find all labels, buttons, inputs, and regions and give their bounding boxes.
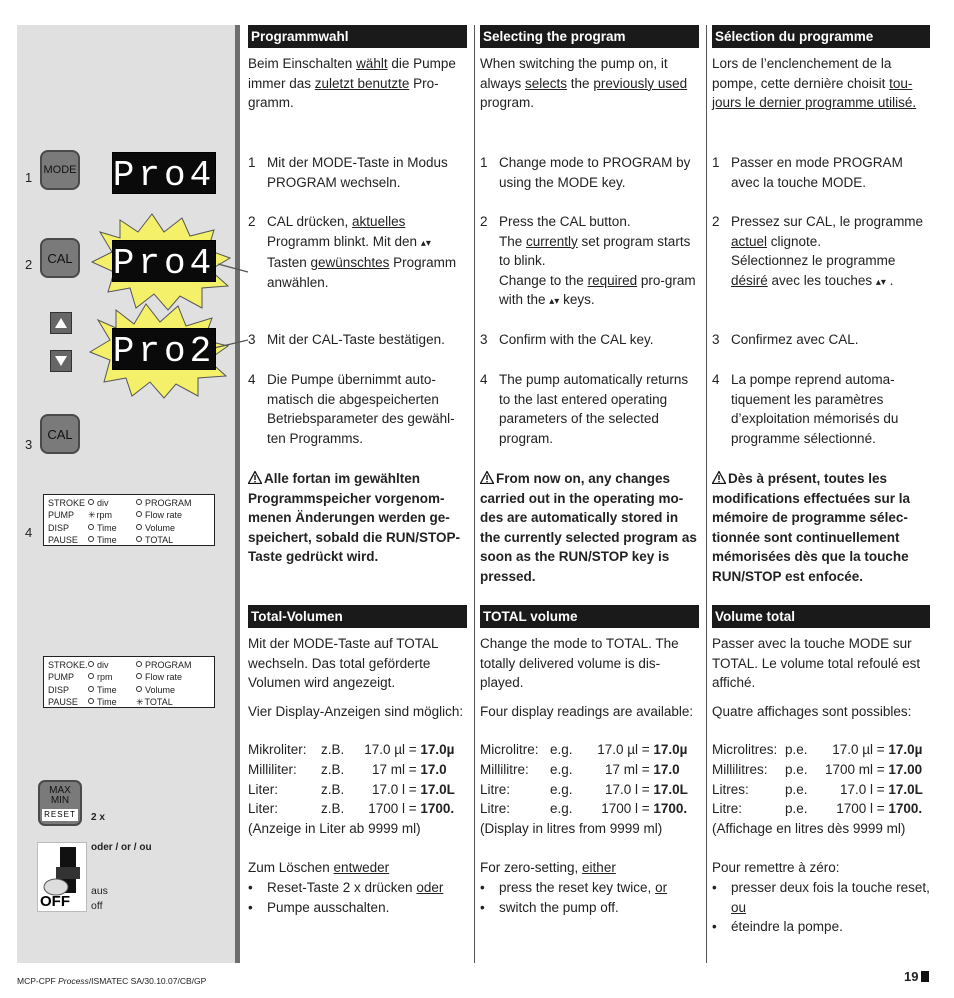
list-item: • switch the pump off.	[480, 899, 619, 915]
arrow-keys-icon: ▴▾	[875, 276, 886, 288]
list-item: • press the reset key twice, or	[480, 879, 668, 895]
mode-key-label: MODE	[43, 164, 77, 176]
seven-segment-display	[113, 241, 215, 281]
step-label-1: 1	[25, 170, 33, 185]
warning-note: Alle fortan im gewählten Programmspeicher vorgenom-menen Änderungen werden ge-speichert, sobald die RUN/STOP-Taste gedrückt wird.	[248, 471, 461, 565]
step-3: 3 Mit der CAL-Taste bestätigen.	[248, 332, 445, 347]
step-3: 3 Confirmez avec CAL.	[712, 332, 859, 347]
step-2: 2 CAL drücken, aktuelles Programm blinkt. Mit den ▴▾ Tasten gewünschtes Programm anwählen.	[248, 214, 457, 290]
page-number: 19	[904, 969, 929, 984]
led-lit-icon: ✳	[136, 696, 144, 707]
status-panel-total: STROKE. PUMP DISP PAUSE div rpm Time Time PROGRAM Flow rate Volume ✳TOTAL	[43, 656, 215, 708]
down-key[interactable]	[50, 350, 72, 372]
warning-icon	[480, 471, 494, 484]
footer-reference: MCP-CPF Process/ISMATEC SA/30.10.07/CB/GP	[17, 976, 207, 986]
step-1: 1 Mit der MODE-Taste in Modus PROGRAM wechseln.	[248, 155, 448, 190]
step-label-2: 2	[25, 257, 33, 272]
alternative-label: oder / or / ou	[91, 842, 152, 853]
triangle-down-icon	[55, 356, 67, 366]
off-label: off	[91, 900, 103, 912]
step-4: 4 Die Pumpe übernimmt auto-matisch die abgespeicherten Betriebsparameter des gewähl-ten Programms.	[248, 372, 455, 446]
value-table: Microlitre: e.g. 17.0 µl = 17.0µ Millilitre: e.g. 17 ml = 17.0 Litre: e.g. 17.0 l = 17.0L Litre: e.g. 1700 l = 1700. (Display in litres from 9999 ml)	[480, 742, 688, 836]
column-divider	[474, 25, 475, 963]
arrow-keys-icon: ▴▾	[549, 296, 560, 308]
mode-key[interactable]	[40, 150, 80, 190]
power-switch[interactable]	[37, 842, 87, 912]
column-divider	[706, 25, 707, 963]
display-pro2	[112, 328, 216, 370]
max-min-reset-key[interactable]: MAX MIN RESET	[38, 780, 82, 826]
list-item: • presser deux fois la touche reset, ou	[712, 879, 930, 915]
step-4: 4 La pompe reprend automa-tiquement les paramètres d’exploitation mémorisés du programme sélectionné.	[712, 372, 899, 446]
warning-note: From now on, any changes carried out in the operating mo-des are automatically stored in the currently selected program as soon as the RUN/STOP key is pressed.	[480, 471, 697, 584]
display-pro4-blink	[112, 240, 216, 282]
warning-note: Dès à présent, toutes les modifications effectuées sur la mémoire de programme sélec-tionnée sont continuellement mémorisées dès que la touche RUN/STOP est enfocée.	[712, 471, 911, 584]
section-header-program: Selecting the program	[480, 25, 699, 48]
led-lit-icon: ✳	[88, 510, 96, 521]
warning-icon	[712, 471, 726, 484]
up-key[interactable]	[50, 312, 72, 334]
cal-key[interactable]	[40, 238, 80, 278]
section-header-program: Sélection du programme	[712, 25, 930, 48]
column-english: Selecting the program When switching the pump on, it always selects the previously used program. 1 Change mode to PROGRAM by using the MODE key. 2 Press the CAL button. The currently set program starts to blink. Change to the required pro-gram with the ▴▾ keys. 3 Confirm with the CAL key. 4 The pump automatically returns to the last entered operating parameters of the selected program. From now on, any changes carried out in the operating mo-des are automatically stored in the currently selected program as soon as the RUN/STOP key is pressed. TOTAL volume Change the mode to TOTAL. The totally delivered volume is dis-played. Four display readings are available: Microlitre: e.g. 17.0 µl = 17.0µ Millilitre: e.g. 17 ml = 17.0 Litre: e.g. 17.0 l = 17.0L Litre: e.g. 1700 l = 1700. (Display in litres from 9999 ml) For zero-setting, either • press the reset key twice, or • switch the pump off.	[480, 25, 699, 963]
column-french: Sélection du programme Lors de l’enclenchement de la pompe, cette dernière choisit tou-jours le dernier programme utilisé. 1 Passer en mode PROGRAM avec la touche MODE. 2 Pressez sur CAL, le programme actuel clignote. Sélectionnez le programme désiré avec les touches ▴▾ . 3 Confirmez avec CAL. 4 La pompe reprend automa-tiquement les paramètres d’exploitation mémorisés du programme sélectionné. Dès à présent, toutes les modifications effectuées sur la mémoire de programme sélec-tionnée sont continuellement mémorisées dès que la touche RUN/STOP est enfocée. Volume total Passer avec la touche MODE sur TOTAL. Le volume total refoulé est affiché. Quatre affichages sont possibles: Microlitres: p.e. 17.0 µl = 17.0µ Millilitres: p.e. 1700 ml = 17.00 Litres: p.e. 17.0 l = 17.0L Litre: p.e. 1700 l = 1700. (Affichage en litres dès 9999 ml) Pour remettre à zéro: • presser deux fois la touche reset, ou • éteindre la pompe.	[712, 25, 930, 963]
cal-key-label: CAL	[47, 426, 73, 442]
section-header-total: TOTAL volume	[480, 605, 699, 628]
seven-segment-display	[113, 329, 215, 369]
switch-off-label: OFF	[40, 893, 70, 910]
step-2: 2 Press the CAL button. The currently set program starts to blink. Change to the required pro-gram with the ▴▾ keys.	[480, 214, 696, 308]
list-item: • éteindre la pompe.	[712, 919, 843, 935]
warning-icon	[248, 471, 262, 484]
sidebar-divider	[235, 25, 240, 963]
section-header-total: Volume total	[712, 605, 930, 628]
intro-text: Lors de l’enclenchement de la pompe, cette dernière choisit tou-jours le dernier programme utilisé.	[712, 56, 917, 111]
step-label-4: 4	[25, 525, 33, 540]
status-panel-program: STROKE PUMP DISP PAUSE div ✳rpm Time Time PROGRAM Flow rate Volume TOTAL	[43, 494, 215, 546]
svg-text:Pro4: Pro4	[113, 243, 215, 281]
seven-segment-display	[113, 153, 215, 193]
section-header-program: Programmwahl	[248, 25, 467, 48]
cal-key-confirm[interactable]	[40, 414, 80, 454]
svg-text:Pro2: Pro2	[113, 331, 215, 369]
intro-text: When switching the pump on, it always selects the previously used program.	[480, 56, 688, 111]
display-pro4	[112, 152, 216, 194]
value-table: Mikroliter: z.B. 17.0 µl = 17.0µ Milliliter: z.B. 17 ml = 17.0 Liter: z.B. 17.0 l = 17.0L Liter: z.B. 1700 l = 1700. (Anzeige in Liter ab 9999 ml)	[248, 742, 455, 836]
step-1: 1 Change mode to PROGRAM by using the MODE key.	[480, 155, 691, 190]
section-header-total: Total-Volumen	[248, 605, 467, 628]
list-item: • Pumpe ausschalten.	[248, 899, 390, 915]
press-twice-label: 2 x	[91, 812, 105, 823]
aus-label: aus	[91, 885, 108, 897]
list-item: • Reset-Taste 2 x drücken oder	[248, 879, 444, 895]
svg-text:Pro4: Pro4	[113, 155, 215, 193]
step-2: 2 Pressez sur CAL, le programme actuel clignote. Sélectionnez le programme désiré avec les touches ▴▾ .	[712, 214, 924, 288]
triangle-up-icon	[55, 318, 67, 328]
value-table: Microlitres: p.e. 17.0 µl = 17.0µ Millilitres: p.e. 1700 ml = 17.00 Litres: p.e. 17.0 l = 17.0L Litre: p.e. 1700 l = 1700. (Affichage en litres dès 9999 ml)	[712, 742, 923, 836]
arrow-keys-icon: ▴▾	[420, 237, 431, 249]
intro-text: Beim Einschalten wählt die Pumpe immer das zuletzt benutzte Pro-gramm.	[248, 56, 456, 111]
column-german: Programmwahl Beim Einschalten wählt die Pumpe immer das zuletzt benutzte Pro-gramm. 1 Mit der MODE-Taste in Modus PROGRAM wechseln. 2 CAL drücken, aktuelles Programm blinkt. Mit den ▴▾ Tasten gewünschtes Programm anwählen. 3 Mit der CAL-Taste bestätigen. 4 Die Pumpe übernimmt auto-matisch die abgespeicherten Betriebsparameter des gewähl-ten Programms. Alle fortan im gewählten Programmspeicher vorgenom-menen Änderungen werden ge-speichert, sobald die RUN/STOP-Taste gedrückt wird. Total-Volumen Mit der MODE-Taste auf TOTAL wechseln. Das total geförderte Volumen wird angezeigt. Vier Display-Anzeigen sind möglich: Mikroliter: z.B. 17.0 µl = 17.0µ Milliliter: z.B. 17 ml = 17.0 Liter: z.B. 17.0 l = 17.0L Liter: z.B. 1700 l = 1700. (Anzeige in Liter ab 9999 ml) Zum Löschen entweder • Reset-Taste 2 x drücken oder • Pumpe ausschalten.	[248, 25, 467, 963]
step-4: 4 The pump automatically returns to the last entered operating parameters of the selected program.	[480, 372, 689, 446]
step-label-3: 3	[25, 437, 33, 452]
cal-key-label: CAL	[47, 250, 73, 266]
step-1: 1 Passer en mode PROGRAM avec la touche MODE.	[712, 155, 903, 190]
step-3: 3 Confirm with the CAL key.	[480, 332, 654, 347]
